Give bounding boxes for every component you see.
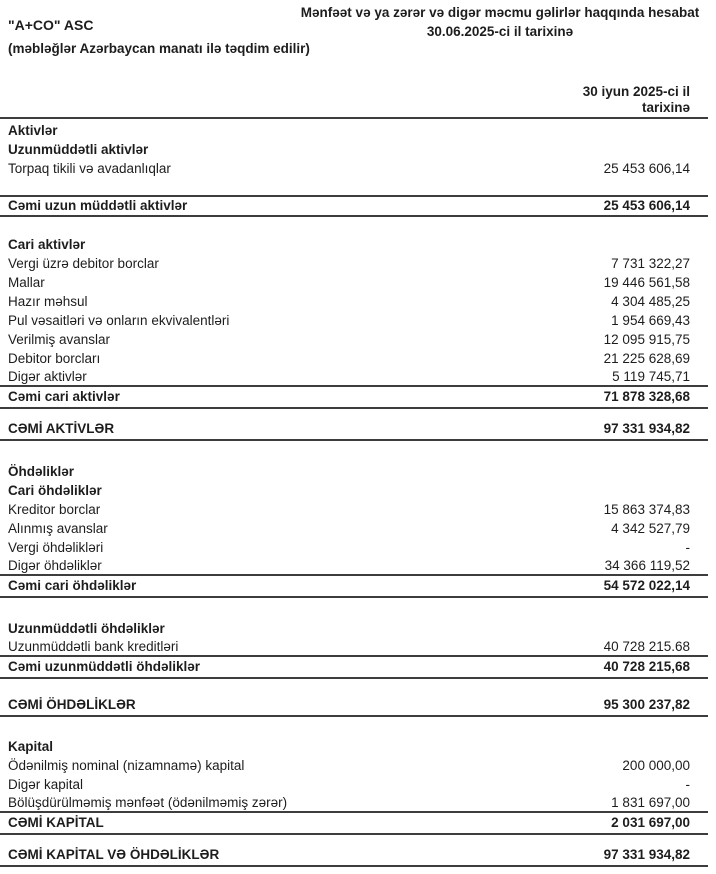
row-label: Debitor borcları — [8, 351, 101, 366]
row-label: Cəmi uzunmüddətli öhdəliklər — [8, 659, 201, 674]
row-label: Vergi öhdəlikləri — [8, 540, 104, 555]
table-row — [0, 292, 708, 311]
row-value: - — [685, 540, 690, 555]
row-label: Cəmi cari aktivlər — [8, 389, 120, 404]
table-row — [0, 775, 708, 794]
row-label: Ödənilmiş nominal (nizamnamə) kapital — [8, 758, 245, 773]
row-value: 19 446 561,58 — [603, 275, 690, 290]
row-label: Uzunmüddətli öhdəliklər — [8, 621, 165, 636]
row-label: Pul vəsaitləri və onların ekvivalentləri — [8, 313, 230, 328]
date-column-header-line2: tarixinə — [641, 100, 690, 115]
table-row — [0, 311, 708, 330]
table-row — [0, 140, 708, 159]
row-label: Digər kapital — [8, 777, 84, 792]
balance-sheet-table — [0, 121, 708, 867]
row-label: CƏMİ AKTİVLƏR — [8, 421, 115, 436]
row-label: Verilmiş avanslar — [8, 332, 111, 347]
row-label: Kreditor borclar — [8, 502, 101, 517]
row-value: 40 728 215.68 — [603, 639, 690, 654]
company-name: "A+CO" ASC — [8, 17, 94, 33]
row-value: 1 831 697,00 — [611, 795, 690, 810]
table-row — [0, 462, 708, 481]
table-row — [0, 349, 708, 368]
row-label: Digər öhdəliklər — [8, 558, 102, 573]
table-row — [0, 159, 708, 178]
table-row — [0, 794, 708, 813]
date-column-header — [583, 84, 690, 116]
table-row — [0, 235, 708, 254]
row-label: CƏMİ KAPİTAL VƏ ÖHDƏLİKLƏR — [8, 847, 220, 862]
row-value: 95 300 237,82 — [603, 697, 690, 712]
row-value: 200 000,00 — [622, 758, 690, 773]
table-row — [0, 368, 708, 387]
row-label: CƏMİ ÖHDƏLİKLƏR — [8, 697, 136, 712]
row-value: 5 119 745,71 — [612, 369, 690, 384]
row-label: Uzunmüddətli bank kreditləri — [8, 639, 179, 654]
row-label: Uzunmüddətli aktivlər — [8, 142, 149, 157]
row-label: Cəmi cari öhdəliklər — [8, 578, 137, 593]
table-row — [0, 845, 708, 867]
row-label: Mallar — [8, 275, 45, 290]
row-label: Vergi üzrə debitor borclar — [8, 256, 159, 271]
row-value: 4 342 527,79 — [611, 521, 690, 536]
table-row — [0, 756, 708, 775]
table-row — [0, 557, 708, 576]
row-value: 25 453 606,14 — [603, 198, 690, 213]
report-title — [288, 3, 712, 41]
row-label: Alınmış avanslar — [8, 521, 108, 536]
table-row — [0, 419, 708, 441]
row-label: Kapital — [8, 739, 54, 754]
row-value: 25 453 606,14 — [603, 161, 690, 176]
table-row — [0, 695, 708, 717]
row-value: 21 225 628,69 — [603, 351, 690, 366]
table-row — [0, 195, 708, 217]
table-row — [0, 576, 708, 598]
row-label: Cəmi uzun müddətli aktivlər — [8, 198, 188, 213]
row-label: Cari aktivlər — [8, 237, 86, 252]
row-value: - — [685, 777, 690, 792]
table-row — [0, 538, 708, 557]
table-row — [0, 657, 708, 679]
table-row — [0, 737, 708, 756]
row-value: 34 366 119,52 — [604, 558, 690, 573]
row-label: Bölüşdürülməmiş mənfəət (ödənilməmiş zərər) — [8, 795, 288, 810]
row-value: 2 031 697,00 — [611, 815, 690, 830]
row-value: 54 572 022,14 — [603, 578, 690, 593]
row-value: 12 095 915,75 — [603, 332, 690, 347]
date-column-header-line1: 30 iyun 2025-ci il — [582, 84, 690, 99]
row-value: 71 878 328,68 — [603, 389, 690, 404]
table-row — [0, 273, 708, 292]
report-title-line1: Mənfəət və ya zərər və digər məcmu gəlirlər haqqında hesabat — [300, 5, 700, 20]
row-value: 4 304 485,25 — [611, 294, 690, 309]
row-label: Öhdəliklər — [8, 464, 75, 479]
table-row — [0, 330, 708, 349]
row-label: Torpaq tikili və avadanlıqlar — [8, 161, 171, 176]
row-label: Cari öhdəliklər — [8, 483, 102, 498]
row-value: 97 331 934,82 — [603, 847, 690, 862]
row-value: 97 331 934,82 — [603, 421, 690, 436]
row-value: 40 728 215,68 — [603, 659, 690, 674]
row-label: CƏMİ KAPİTAL — [8, 815, 104, 830]
table-row — [0, 121, 708, 140]
row-value: 15 863 374,83 — [603, 502, 690, 517]
row-value: 1 954 669,43 — [611, 313, 690, 328]
row-label: Digər aktivlər — [8, 369, 87, 384]
currency-note: (məbləğlər Azərbaycan manatı ilə təqdim edilir) — [8, 41, 310, 56]
table-row — [0, 619, 708, 638]
header-divider — [0, 117, 708, 119]
report-title-date: 30.06.2025-ci il tarixinə — [426, 24, 574, 39]
table-row — [0, 638, 708, 657]
table-row — [0, 387, 708, 409]
table-row — [0, 500, 708, 519]
row-label: Aktivlər — [8, 123, 58, 138]
table-row — [0, 519, 708, 538]
row-label: Hazır məhsul — [8, 294, 88, 309]
table-row — [0, 254, 708, 273]
row-value: 7 731 322,27 — [611, 256, 690, 271]
table-row — [0, 481, 708, 500]
table-row — [0, 813, 708, 835]
